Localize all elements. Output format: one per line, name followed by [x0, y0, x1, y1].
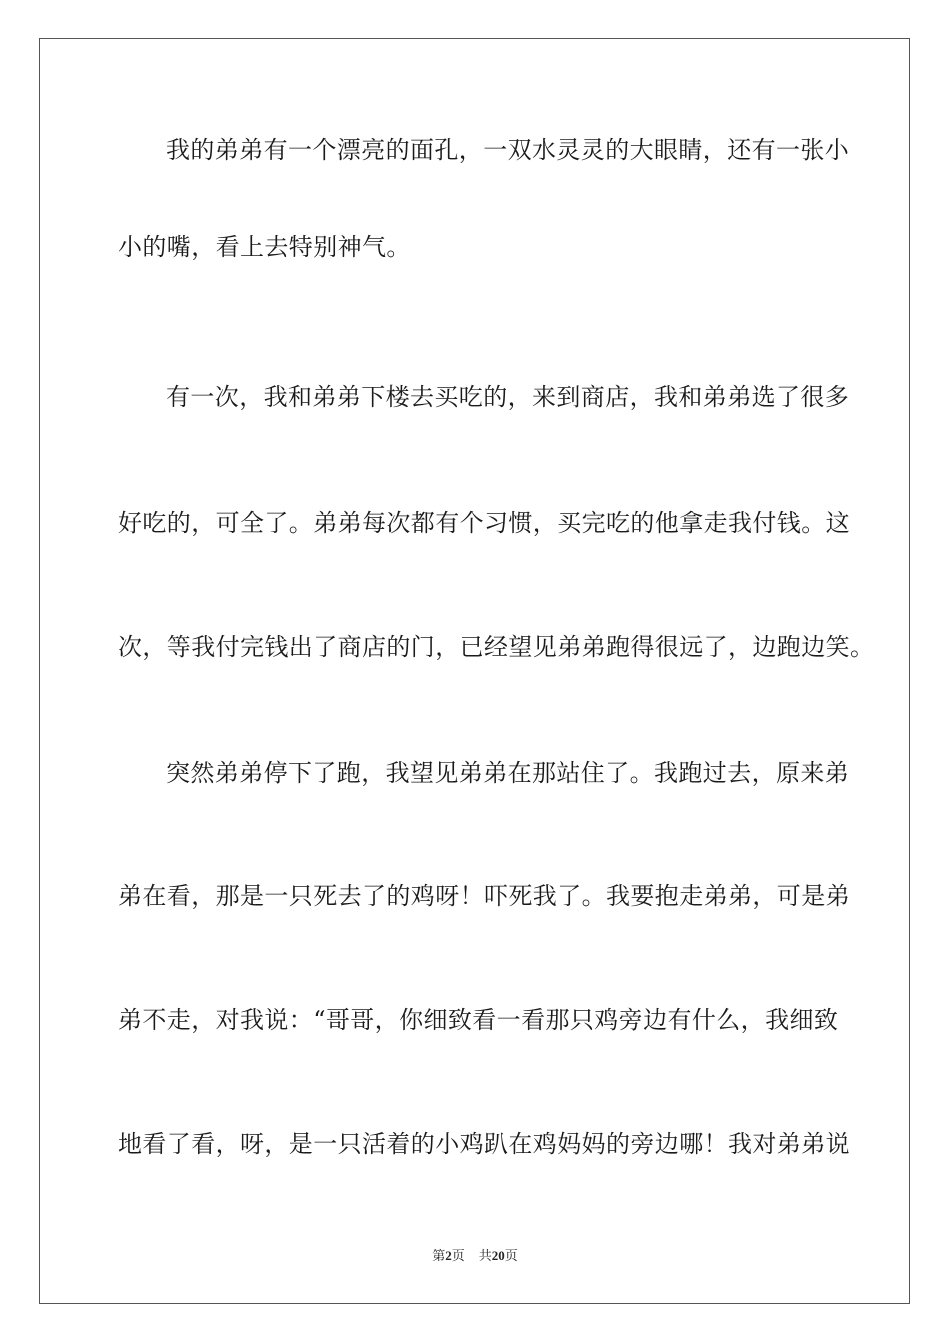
page-footer	[0, 1247, 950, 1266]
page-border	[39, 38, 910, 1304]
text-line: 小的嘴，看上去特别神气。	[118, 233, 411, 261]
total-suffix: 页	[504, 1249, 518, 1264]
page-prefix: 第	[432, 1249, 446, 1264]
text-line: 地看了看，呀，是一只活着的小鸡趴在鸡妈妈的旁边哪！我对弟弟说	[118, 1130, 850, 1158]
text-line: 我的弟弟有一个漂亮的面孔，一双水灵灵的大眼睛，还有一张小	[166, 136, 850, 164]
total-prefix: 共	[478, 1249, 492, 1264]
text-line: 弟在看，那是一只死去了的鸡呀！吓死我了。我要抱走弟弟，可是弟	[118, 882, 850, 910]
text-line: 突然弟弟停下了跑，我望见弟弟在那站住了。我跑过去，原来弟	[166, 759, 850, 787]
page-number: 2	[445, 1248, 452, 1263]
page-suffix: 页	[451, 1249, 465, 1264]
text-line: 有一次，我和弟弟下楼去买吃的，来到商店，我和弟弟选了很多	[166, 383, 850, 411]
text-line: 次，等我付完钱出了商店的门，已经望见弟弟跑得很远了，边跑边笑。	[118, 633, 875, 661]
text-line: 好吃的，可全了。弟弟每次都有个习惯，买完吃的他拿走我付钱。这	[118, 509, 850, 537]
text-line: 弟不走，对我说：“哥哥，你细致看一看那只鸡旁边有什么，我细致	[118, 1006, 839, 1034]
total-pages: 20	[491, 1248, 505, 1263]
